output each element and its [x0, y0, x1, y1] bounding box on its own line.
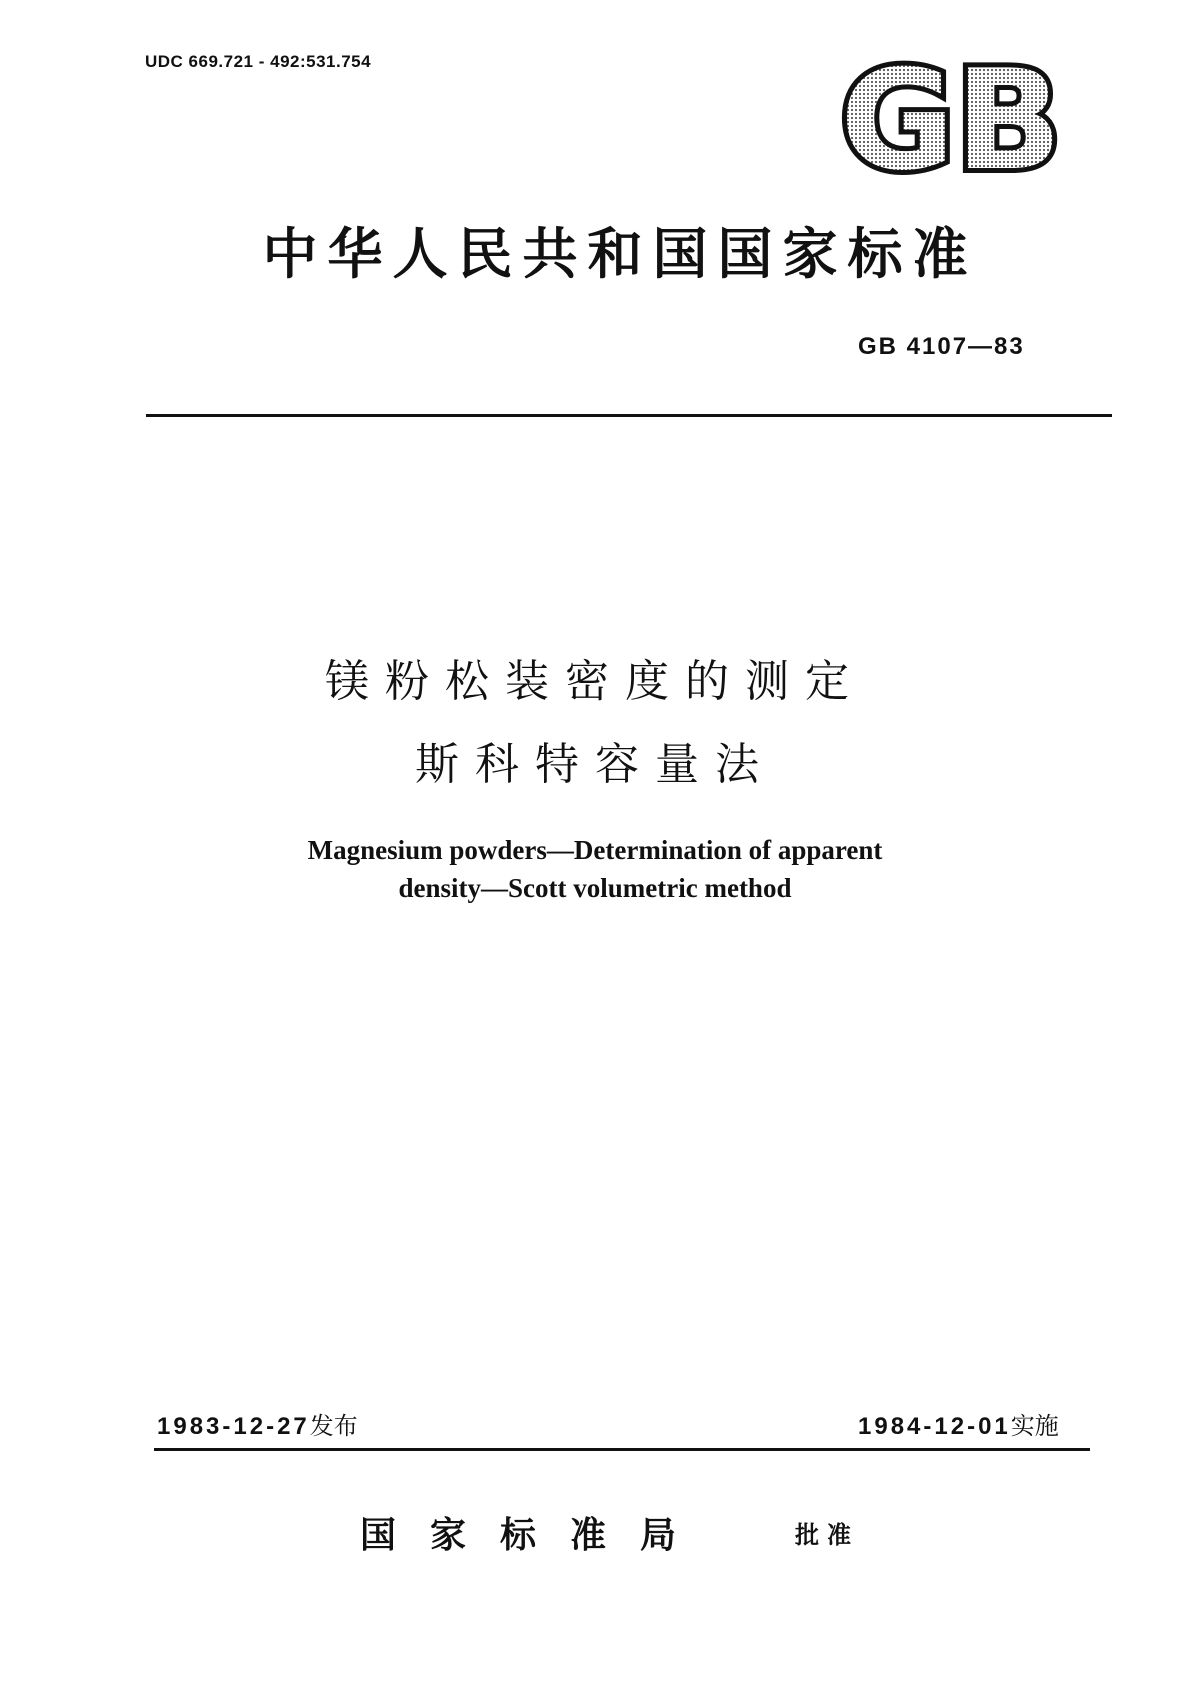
title-english-line-2: density—Scott volumetric method	[398, 873, 792, 903]
title-chinese-line-2: 斯科特容量法	[415, 739, 775, 790]
effective-label: 实施	[1010, 1412, 1059, 1440]
gb-logo	[838, 56, 1066, 180]
title-english-line-1: Magnesium powders—Determination of apparent	[307, 835, 883, 865]
issue-date-value: 1983-12-27	[157, 1413, 310, 1440]
udc-code: UDC 669.721 - 492:531.754	[145, 52, 372, 71]
effective-date	[858, 1406, 1059, 1441]
header-divider	[146, 414, 1112, 417]
effective-date-value: 1984-12-01	[858, 1413, 1011, 1440]
title-chinese-line-1: 镁粉松装密度的测定	[325, 656, 865, 707]
svg-text:GB: GB	[840, 56, 1062, 180]
standard-title: 中华人民共和国国家标准	[262, 222, 978, 286]
footer-divider	[154, 1448, 1090, 1451]
approval-label: 批准	[795, 1521, 859, 1549]
issue-date	[157, 1406, 358, 1441]
standard-number: GB 4107—83	[858, 333, 1025, 360]
issue-label: 发布	[309, 1412, 358, 1440]
approving-authority: 国家标准局	[360, 1515, 711, 1556]
